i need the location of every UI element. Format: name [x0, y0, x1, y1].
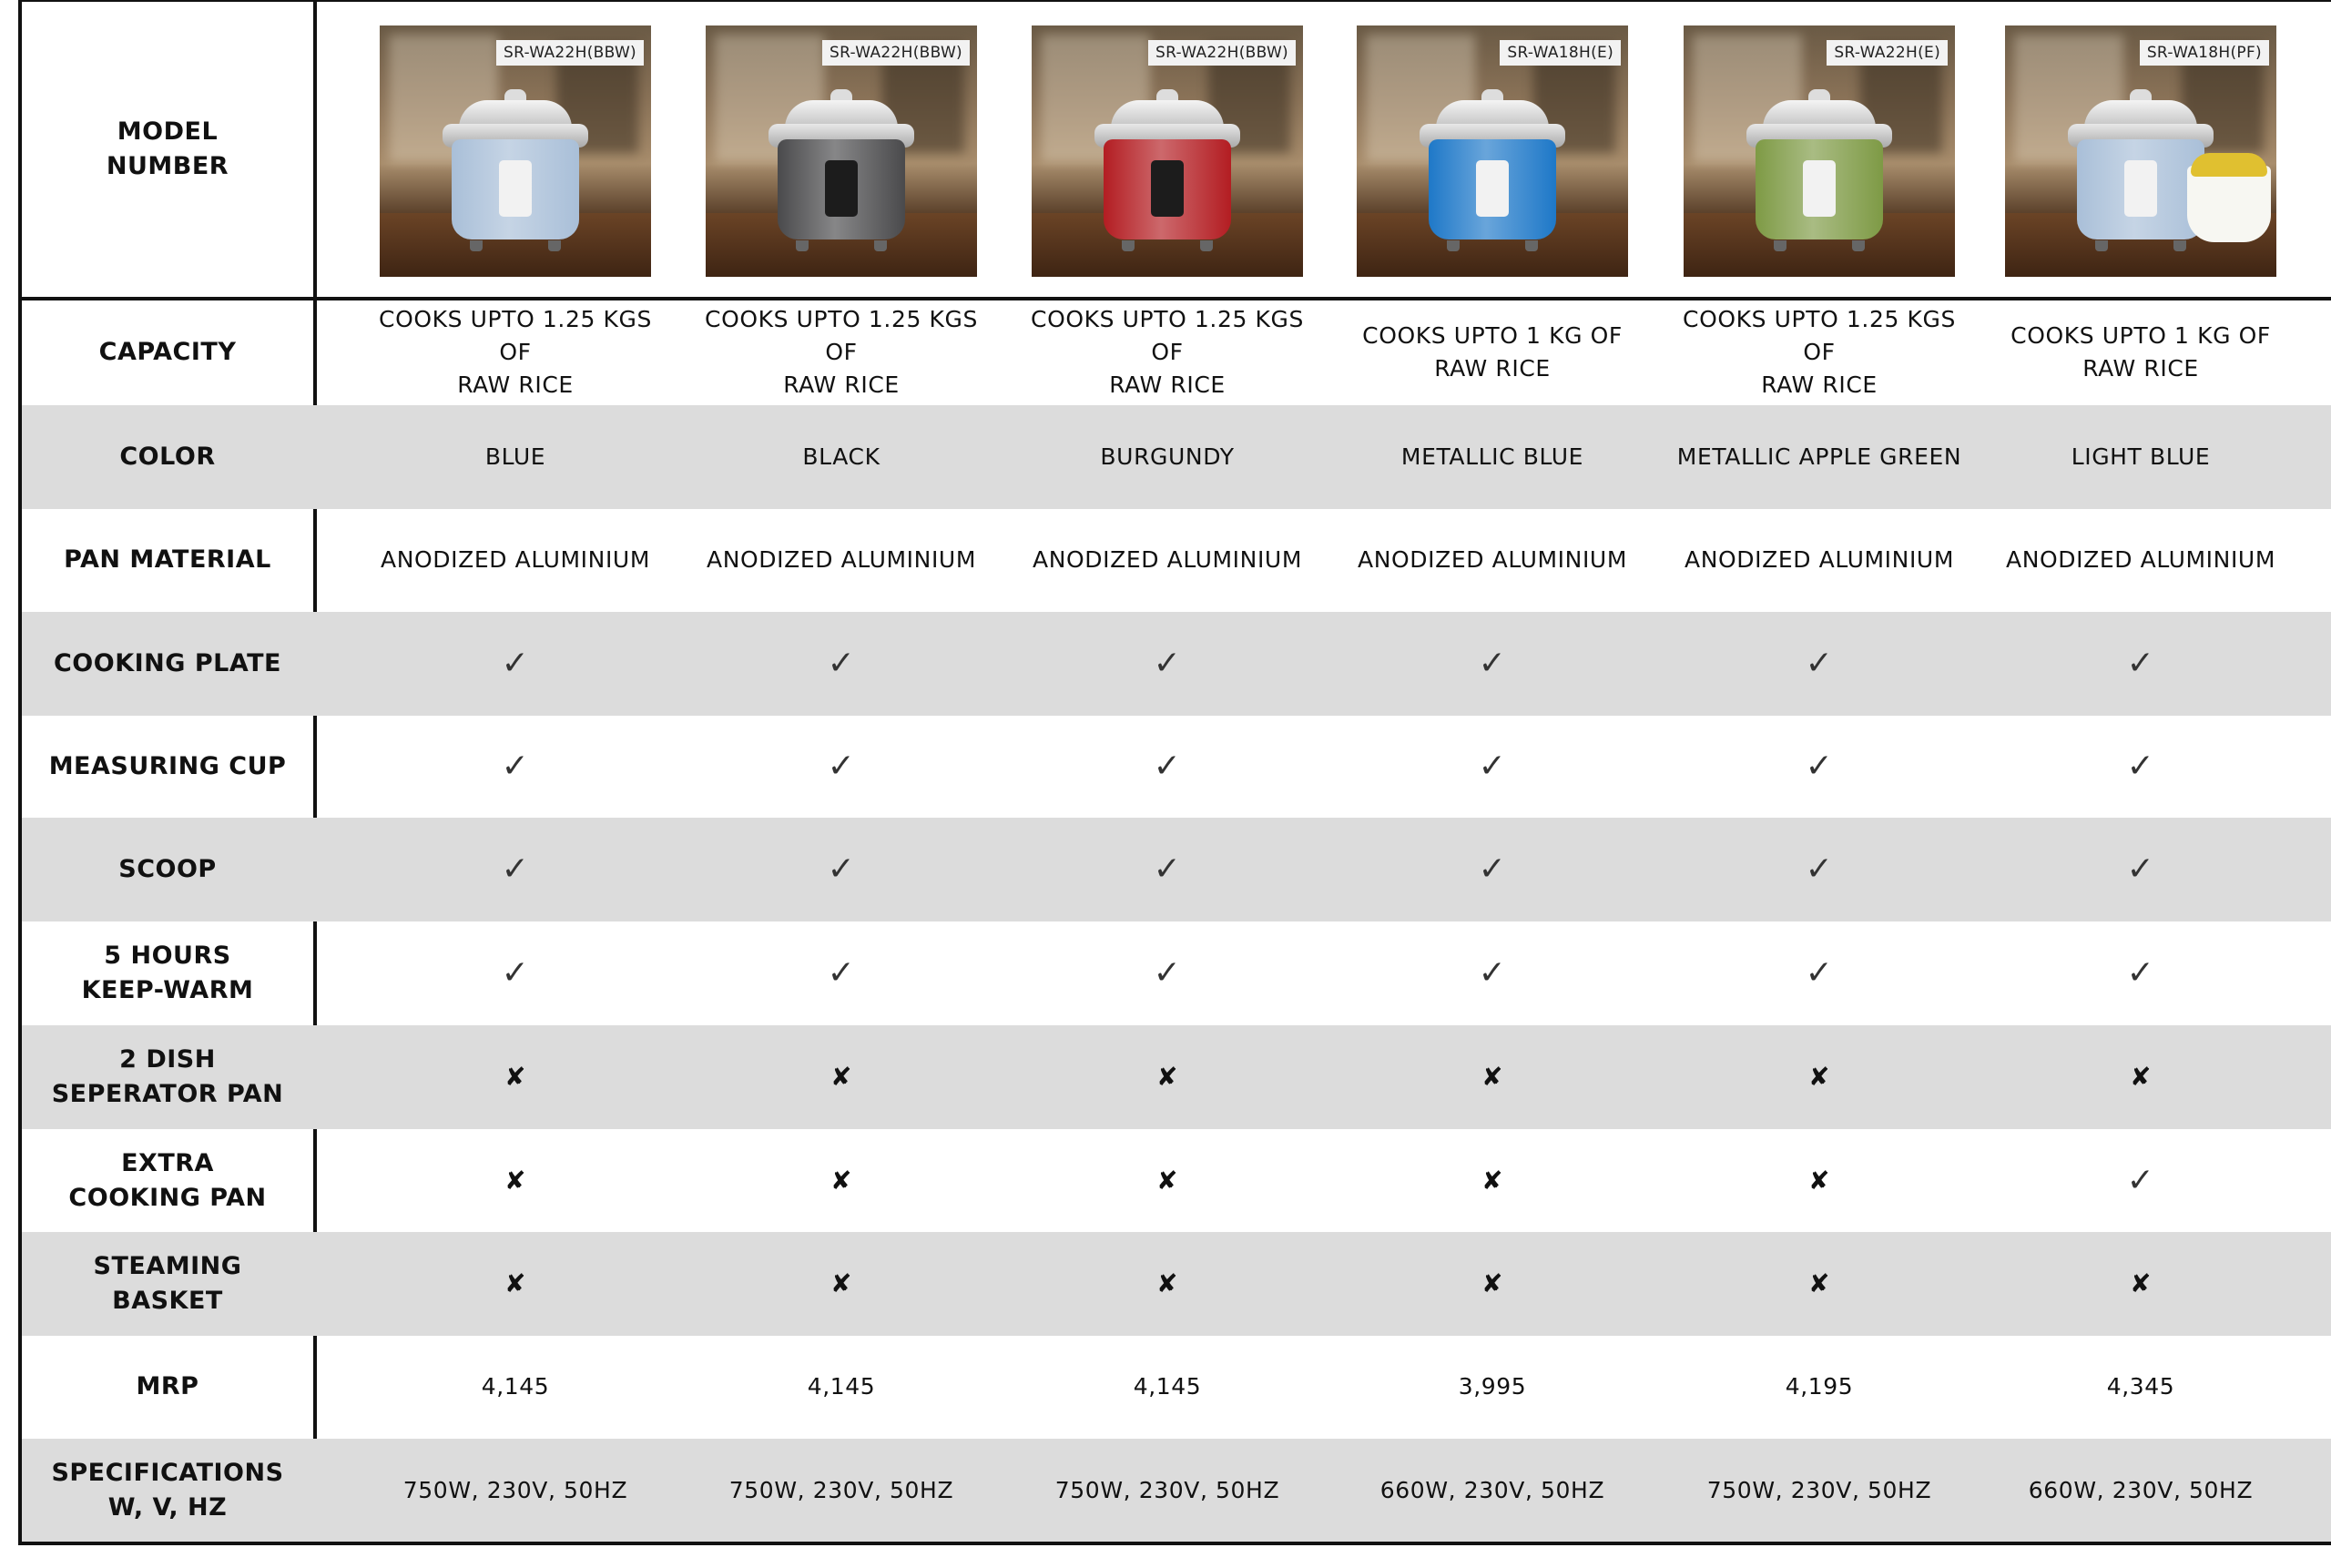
check-icon: ✓: [2126, 850, 2155, 888]
extra-pan-icon: [2187, 166, 2271, 242]
table-row: [22, 1232, 2331, 1336]
cross-icon: ✘: [1807, 1268, 1831, 1298]
row-label: PAN MATERIAL: [64, 545, 271, 574]
table-row: [22, 715, 2331, 819]
table-cell: 750W, 230V, 50HZ: [728, 1476, 954, 1503]
row-label: STEAMING BASKET: [93, 1252, 242, 1315]
table-row: [22, 405, 2331, 509]
check-icon: ✓: [827, 748, 856, 785]
table-row: [22, 300, 2331, 404]
table-row: [22, 508, 2331, 612]
product-image: [2005, 25, 2276, 277]
model-tag: SR-WA22H(BBW): [822, 40, 970, 66]
row-label: EXTRA COOKING PAN: [68, 1149, 267, 1212]
cross-icon: ✘: [1807, 1062, 1831, 1092]
table-cell: METALLIC BLUE: [1400, 443, 1584, 470]
table-cell: 4,145: [481, 1373, 550, 1400]
row-label: SCOOP: [118, 855, 217, 883]
cross-icon: ✘: [830, 1268, 853, 1298]
table-cell: ANODIZED ALUMINIUM: [1685, 546, 1954, 573]
rice-cooker-icon: [759, 89, 923, 253]
table-cell: 3,995: [1458, 1373, 1527, 1400]
cross-icon: ✘: [1481, 1062, 1504, 1092]
check-icon: ✓: [1478, 645, 1507, 682]
row-label: 5 HOURS KEEP-WARM: [81, 942, 254, 1004]
table-row: [22, 921, 2331, 1025]
table-cell: ANODIZED ALUMINIUM: [1033, 546, 1302, 573]
rice-cooker-icon: [1410, 89, 1574, 253]
table-cell: BLUE: [484, 443, 546, 470]
table-row: [22, 612, 2331, 716]
table-cell: COOKS UPTO 1.25 KGS OF RAW RICE: [1683, 306, 1956, 398]
table-cell: 660W, 230V, 50HZ: [1379, 1476, 1605, 1503]
check-icon: ✓: [1153, 748, 1182, 785]
check-icon: ✓: [2126, 748, 2155, 785]
check-icon: ✓: [1478, 954, 1507, 992]
table-cell: ANODIZED ALUMINIUM: [381, 546, 650, 573]
cross-icon: ✘: [1481, 1166, 1504, 1196]
model-number-label: MODEL NUMBER: [106, 117, 229, 180]
table-row: [22, 1129, 2331, 1233]
rice-cooker-icon: [433, 89, 597, 253]
rice-cooker-icon: [1737, 89, 1901, 253]
check-icon: ✓: [827, 645, 856, 682]
check-icon: ✓: [2126, 954, 2155, 992]
table-row: [22, 1025, 2331, 1129]
product-image: [1357, 25, 1628, 277]
table-row: [22, 1335, 2331, 1439]
table-cell: BLACK: [802, 443, 880, 470]
cross-icon: ✘: [1481, 1268, 1504, 1298]
check-icon: ✓: [501, 645, 530, 682]
table-cell: METALLIC APPLE GREEN: [1676, 443, 1962, 470]
check-icon: ✓: [1153, 645, 1182, 682]
check-icon: ✓: [1153, 850, 1182, 888]
cross-icon: ✘: [2129, 1062, 2153, 1092]
product-image: [706, 25, 977, 277]
cross-icon: ✘: [1807, 1166, 1831, 1196]
check-icon: ✓: [1478, 748, 1507, 785]
check-icon: ✓: [1478, 850, 1507, 888]
table-cell: 4,345: [2106, 1373, 2175, 1400]
product-image: [1032, 25, 1303, 277]
table-cell: COOKS UPTO 1.25 KGS OF RAW RICE: [1031, 306, 1304, 398]
table-cell: ANODIZED ALUMINIUM: [2006, 546, 2275, 573]
cross-icon: ✘: [504, 1166, 527, 1196]
check-icon: ✓: [827, 954, 856, 992]
check-icon: ✓: [2126, 645, 2155, 682]
model-tag: SR-WA22H(E): [1827, 40, 1948, 66]
table-cell: ANODIZED ALUMINIUM: [1358, 546, 1627, 573]
row-label: COLOR: [119, 443, 216, 471]
row-label: MRP: [136, 1372, 199, 1400]
table-cell: COOKS UPTO 1 KG OF RAW RICE: [1362, 322, 1623, 382]
table-cell: 4,145: [807, 1373, 876, 1400]
product-image: [380, 25, 651, 277]
row-label: MEASURING CUP: [48, 752, 287, 780]
cross-icon: ✘: [504, 1062, 527, 1092]
cross-icon: ✘: [830, 1166, 853, 1196]
model-tag: SR-WA22H(BBW): [1148, 40, 1296, 66]
cross-icon: ✘: [1155, 1268, 1179, 1298]
row-label: 2 DISH SEPERATOR PAN: [51, 1045, 284, 1108]
check-icon: ✓: [501, 748, 530, 785]
product-image: [1684, 25, 1955, 277]
check-icon: ✓: [1805, 748, 1834, 785]
cross-icon: ✘: [2129, 1268, 2153, 1298]
check-icon: ✓: [1153, 954, 1182, 992]
model-tag: SR-WA18H(PF): [2140, 40, 2269, 66]
check-icon: ✓: [1805, 645, 1834, 682]
row-label: CAPACITY: [98, 338, 237, 366]
cross-icon: ✘: [1155, 1062, 1179, 1092]
check-icon: ✓: [1805, 954, 1834, 992]
model-tag: SR-WA22H(BBW): [496, 40, 644, 66]
row-label: SPECIFICATIONS W, V, HZ: [51, 1458, 284, 1522]
table-cell: LIGHT BLUE: [2071, 443, 2211, 470]
table-cell: 4,145: [1133, 1373, 1202, 1400]
table-cell: 750W, 230V, 50HZ: [1706, 1476, 1932, 1503]
rice-cooker-icon: [1085, 89, 1249, 253]
table-row: [22, 1439, 2331, 1542]
check-icon: ✓: [501, 850, 530, 888]
table-cell: 750W, 230V, 50HZ: [1054, 1476, 1280, 1503]
table-cell: 660W, 230V, 50HZ: [2028, 1476, 2254, 1503]
cross-icon: ✘: [1155, 1166, 1179, 1196]
cross-icon: ✘: [504, 1268, 527, 1298]
table-cell: ANODIZED ALUMINIUM: [707, 546, 976, 573]
model-tag: SR-WA18H(E): [1500, 40, 1621, 66]
table-cell: 750W, 230V, 50HZ: [402, 1476, 628, 1503]
check-icon: ✓: [501, 954, 530, 992]
table-cell: BURGUNDY: [1100, 443, 1235, 470]
row-label: COOKING PLATE: [53, 649, 281, 677]
table-cell: COOKS UPTO 1 KG OF RAW RICE: [2010, 322, 2271, 382]
table-cell: 4,195: [1785, 1373, 1854, 1400]
table-row: [22, 818, 2331, 921]
check-icon: ✓: [827, 850, 856, 888]
check-icon: ✓: [2126, 1162, 2155, 1199]
table-cell: COOKS UPTO 1.25 KGS OF RAW RICE: [705, 306, 978, 398]
check-icon: ✓: [1805, 850, 1834, 888]
table-cell: COOKS UPTO 1.25 KGS OF RAW RICE: [379, 306, 652, 398]
cross-icon: ✘: [830, 1062, 853, 1092]
